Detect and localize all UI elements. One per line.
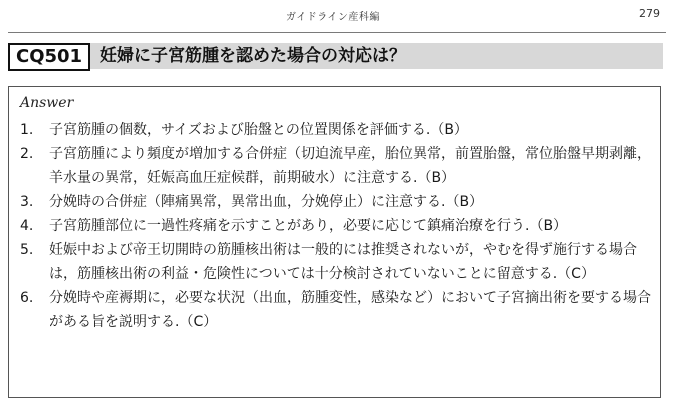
answer-item-number: 2. [20,146,34,162]
running-header [0,6,674,24]
answer-item [20,142,652,190]
page-number: 279 [639,7,660,20]
answer-item [20,118,652,142]
answer-item [20,214,652,238]
answer-item-number: 6. [20,290,34,306]
answer-item-text: 分娩時の合併症（陣痛異常，異常出血，分娩停止）に注意する.（B） [49,194,484,210]
clinical-question-title: 妊婦に子宮筋腫を認めた場合の対応は？ [100,46,406,66]
answer-item-text: 妊娠中および帝王切開時の筋腫核出術は一般的には推奨されないが，やむを得ず施行する場合は，筋腫核出術の利益・危険性については十分検討されていないことに留意する.（C） [49,242,637,282]
answer-item-number: 3. [20,194,34,210]
header-divider [8,32,666,33]
answer-item-text: 子宮筋腫の個数，サイズおよび胎盤との位置関係を評価する.（B） [49,122,468,138]
answer-item [20,190,652,214]
answer-item-number: 1. [20,122,34,138]
answer-item [20,238,652,286]
running-header-title: ガイドライン産科編 [286,12,380,23]
answer-item-text: 分娩時や産褥期に，必要な状況（出血，筋腫変性，感染など）において子宮摘出術を要する場合がある旨を説明する.（C） [49,290,651,330]
answer-item-text: 子宮筋腫により頻度が増加する合併症（切迫流早産，胎位異常，前置胎盤，常位胎盤早期剥離，羊水量の異常，妊娠高血圧症候群，前期破水）に注意する.（B） [49,146,651,186]
clinical-question-code: CQ501 [8,43,90,71]
answer-list [20,118,652,334]
answer-item [20,286,652,334]
answer-item-text: 子宮筋腫部位に一過性疼痛を示すことがあり，必要に応じて鎮痛治療を行う.（B） [49,218,568,234]
answer-item-number: 5. [20,242,34,258]
answer-heading: Answer [20,95,74,111]
answer-item-number: 4. [20,218,34,234]
